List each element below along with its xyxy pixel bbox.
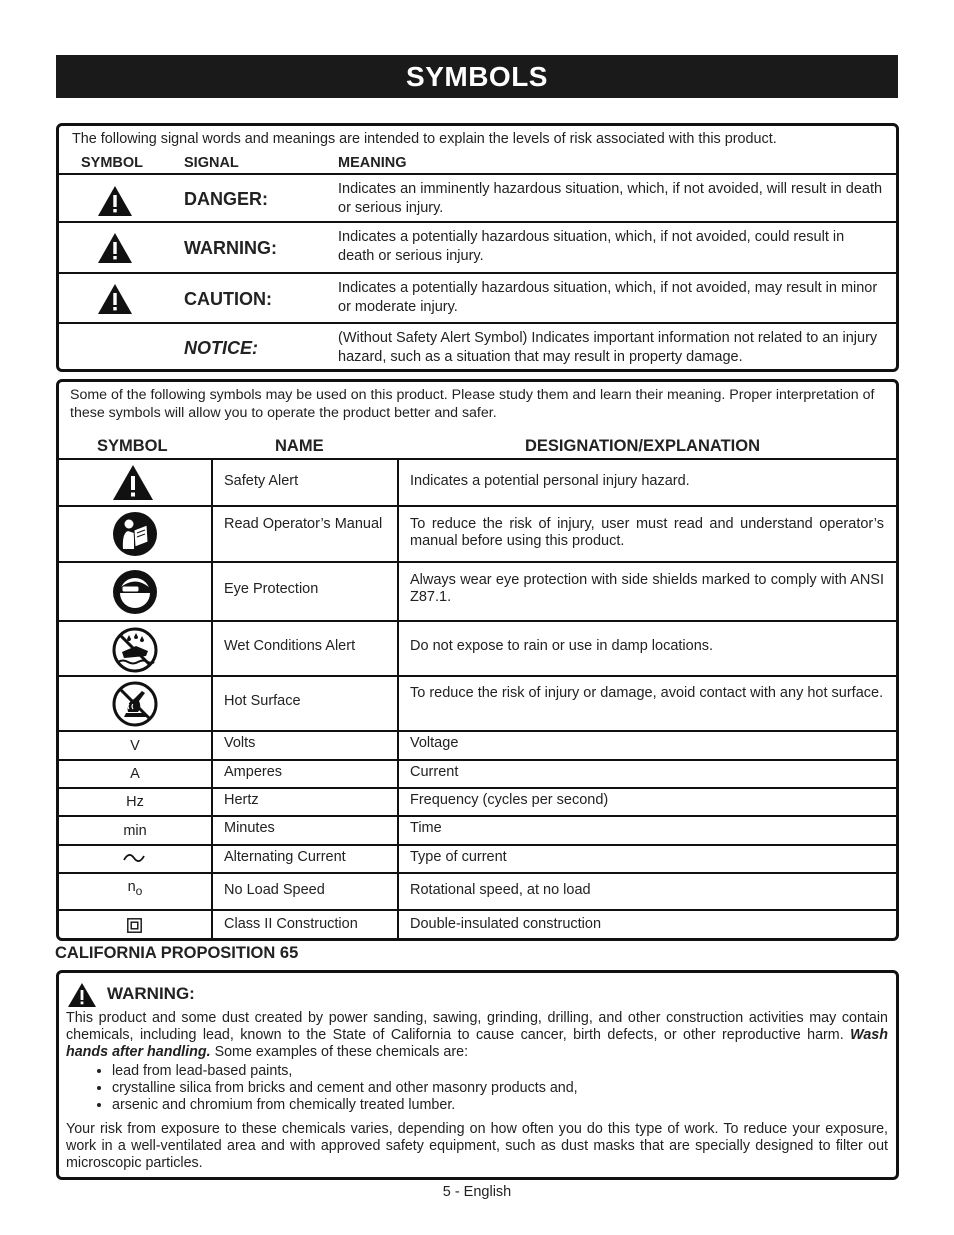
signal-notice: NOTICE: (184, 338, 258, 358)
prop65-bullet-list (66, 1063, 578, 1114)
symbol-name: No Load Speed (224, 882, 325, 898)
prop65-heading: CALIFORNIA PROPOSITION 65 (55, 944, 299, 962)
signal-header-signal: SIGNAL (184, 155, 239, 171)
symbol-explanation: To reduce the risk of injury or damage, avoid contact with any hot surface. (410, 685, 884, 701)
prop65-text: Some examples of these chemicals are: (214, 1044, 469, 1060)
symbol-text: V (130, 738, 140, 754)
read-manual-icon (112, 511, 158, 557)
symbol-text: A (130, 766, 140, 782)
signal-intro: The following signal words and meanings are intended to explain the levels of risk associated with this product. (72, 131, 777, 147)
symbol-name: Volts (224, 735, 256, 751)
alternating-current-icon (123, 851, 145, 865)
page-title: SYMBOLS (56, 55, 898, 98)
page-footer: 5 - English (442, 1184, 512, 1200)
symbol-explanation: Rotational speed, at no load (410, 882, 591, 898)
signal-header-symbol: SYMBOL (81, 155, 144, 171)
prop65-text: This product and some dust created by power sanding, sawing, grinding, drilling, and other construction activities may contain chemicals, including lead, known to the State of California to cause cancer, birth defects, or other reproductive harm. (66, 1010, 888, 1043)
symbols-box (56, 379, 899, 941)
list-item: • crystalline silica from bricks and cement and other masonry products and, (112, 1080, 578, 1097)
signal-warning: WARNING: (184, 238, 277, 258)
symbol-text: min (123, 823, 147, 839)
prop65-emphasis: Wash hands after handling. (66, 1027, 888, 1060)
symbol-name: Class II Construction (224, 916, 358, 932)
meaning-notice: (Without Safety Alert Symbol) Indicates important information not related to an injury hazard, such as a situation that may result in property damage. (338, 330, 878, 365)
hot-surface-icon (112, 681, 158, 727)
list-item: • lead from lead-based paints, (112, 1063, 578, 1080)
list-item: • arsenic and chromium from chemically treated lumber. (112, 1097, 578, 1114)
symbols-header-designation: DESIGNATION/EXPLANATION (525, 437, 760, 455)
symbol-text: Hz (126, 794, 144, 810)
symbol-explanation: Always wear eye protection with side shields marked to comply with ANSI Z87.1. (410, 572, 884, 605)
signal-words-box (56, 123, 899, 372)
prop65-paragraph-1 (66, 1010, 888, 1061)
caution-alert-icon (97, 283, 133, 315)
symbol-name: Minutes (224, 820, 275, 836)
signal-header-meaning: MEANING (338, 155, 407, 171)
symbol-name: Safety Alert (224, 473, 299, 489)
symbol-explanation: Type of current (410, 849, 507, 865)
symbol-explanation: Indicates a potential personal injury hazard. (410, 473, 690, 489)
symbol-explanation: To reduce the risk of injury, user must read and understand operator’s manual before using this product. (410, 516, 884, 549)
symbol-text (59, 879, 211, 898)
symbol-explanation: Current (410, 764, 459, 780)
symbol-name: Amperes (224, 764, 283, 780)
eye-protection-icon (112, 569, 158, 615)
warning-alert-icon (97, 232, 133, 264)
meaning-warning: Indicates a potentially hazardous situation, which, if not avoided, could result in death or serious injury. (338, 229, 845, 264)
symbol-explanation: Do not expose to rain or use in damp locations. (410, 638, 714, 654)
no-load-speed-symbol: $n_o$ (127, 879, 143, 898)
symbol-name: Wet Conditions Alert (224, 638, 356, 654)
symbol-name: Eye Protection (224, 581, 319, 597)
symbol-name: Hertz (224, 792, 259, 808)
signal-danger: DANGER: (184, 189, 268, 209)
prop65-warning-label: WARNING: (107, 984, 195, 1003)
class-ii-construction-icon (127, 918, 142, 933)
safety-alert-icon (112, 464, 154, 501)
wet-conditions-icon (112, 627, 158, 673)
symbols-header-symbol: SYMBOL (97, 437, 168, 455)
symbols-intro: Some of the following symbols may be used on this product. Please study them and learn their meaning. Proper interpretation of these symbols will allow you to operate the product better and safer. (70, 387, 875, 421)
symbol-explanation: Time (410, 820, 442, 836)
prop65-paragraph-2: Your risk from exposure to these chemicals varies, depending on how often you do this type of work. To reduce your exposure, work in a well-ventilated area and with approved safety equipment, such as dust masks that are specially designed to filter out microscopic particles. (66, 1121, 888, 1171)
meaning-caution: Indicates a potentially hazardous situation, which, if not avoided, may result in minor or moderate injury. (338, 280, 878, 315)
symbol-name: Hot Surface (224, 693, 301, 709)
symbol-explanation: Double-insulated construction (410, 916, 602, 932)
warning-alert-icon (67, 982, 97, 1008)
symbols-header-name: NAME (275, 437, 324, 455)
symbol-explanation: Frequency (cycles per second) (410, 792, 609, 808)
symbol-name: Alternating Current (224, 849, 346, 865)
symbol-name: Read Operator’s Manual (224, 516, 383, 532)
symbol-explanation: Voltage (410, 735, 459, 751)
signal-caution: CAUTION: (184, 289, 272, 309)
meaning-danger: Indicates an imminently hazardous situation, which, if not avoided, will result in death or serious injury. (338, 181, 883, 216)
danger-alert-icon (97, 185, 133, 217)
prop65-warning-box (56, 970, 899, 1180)
